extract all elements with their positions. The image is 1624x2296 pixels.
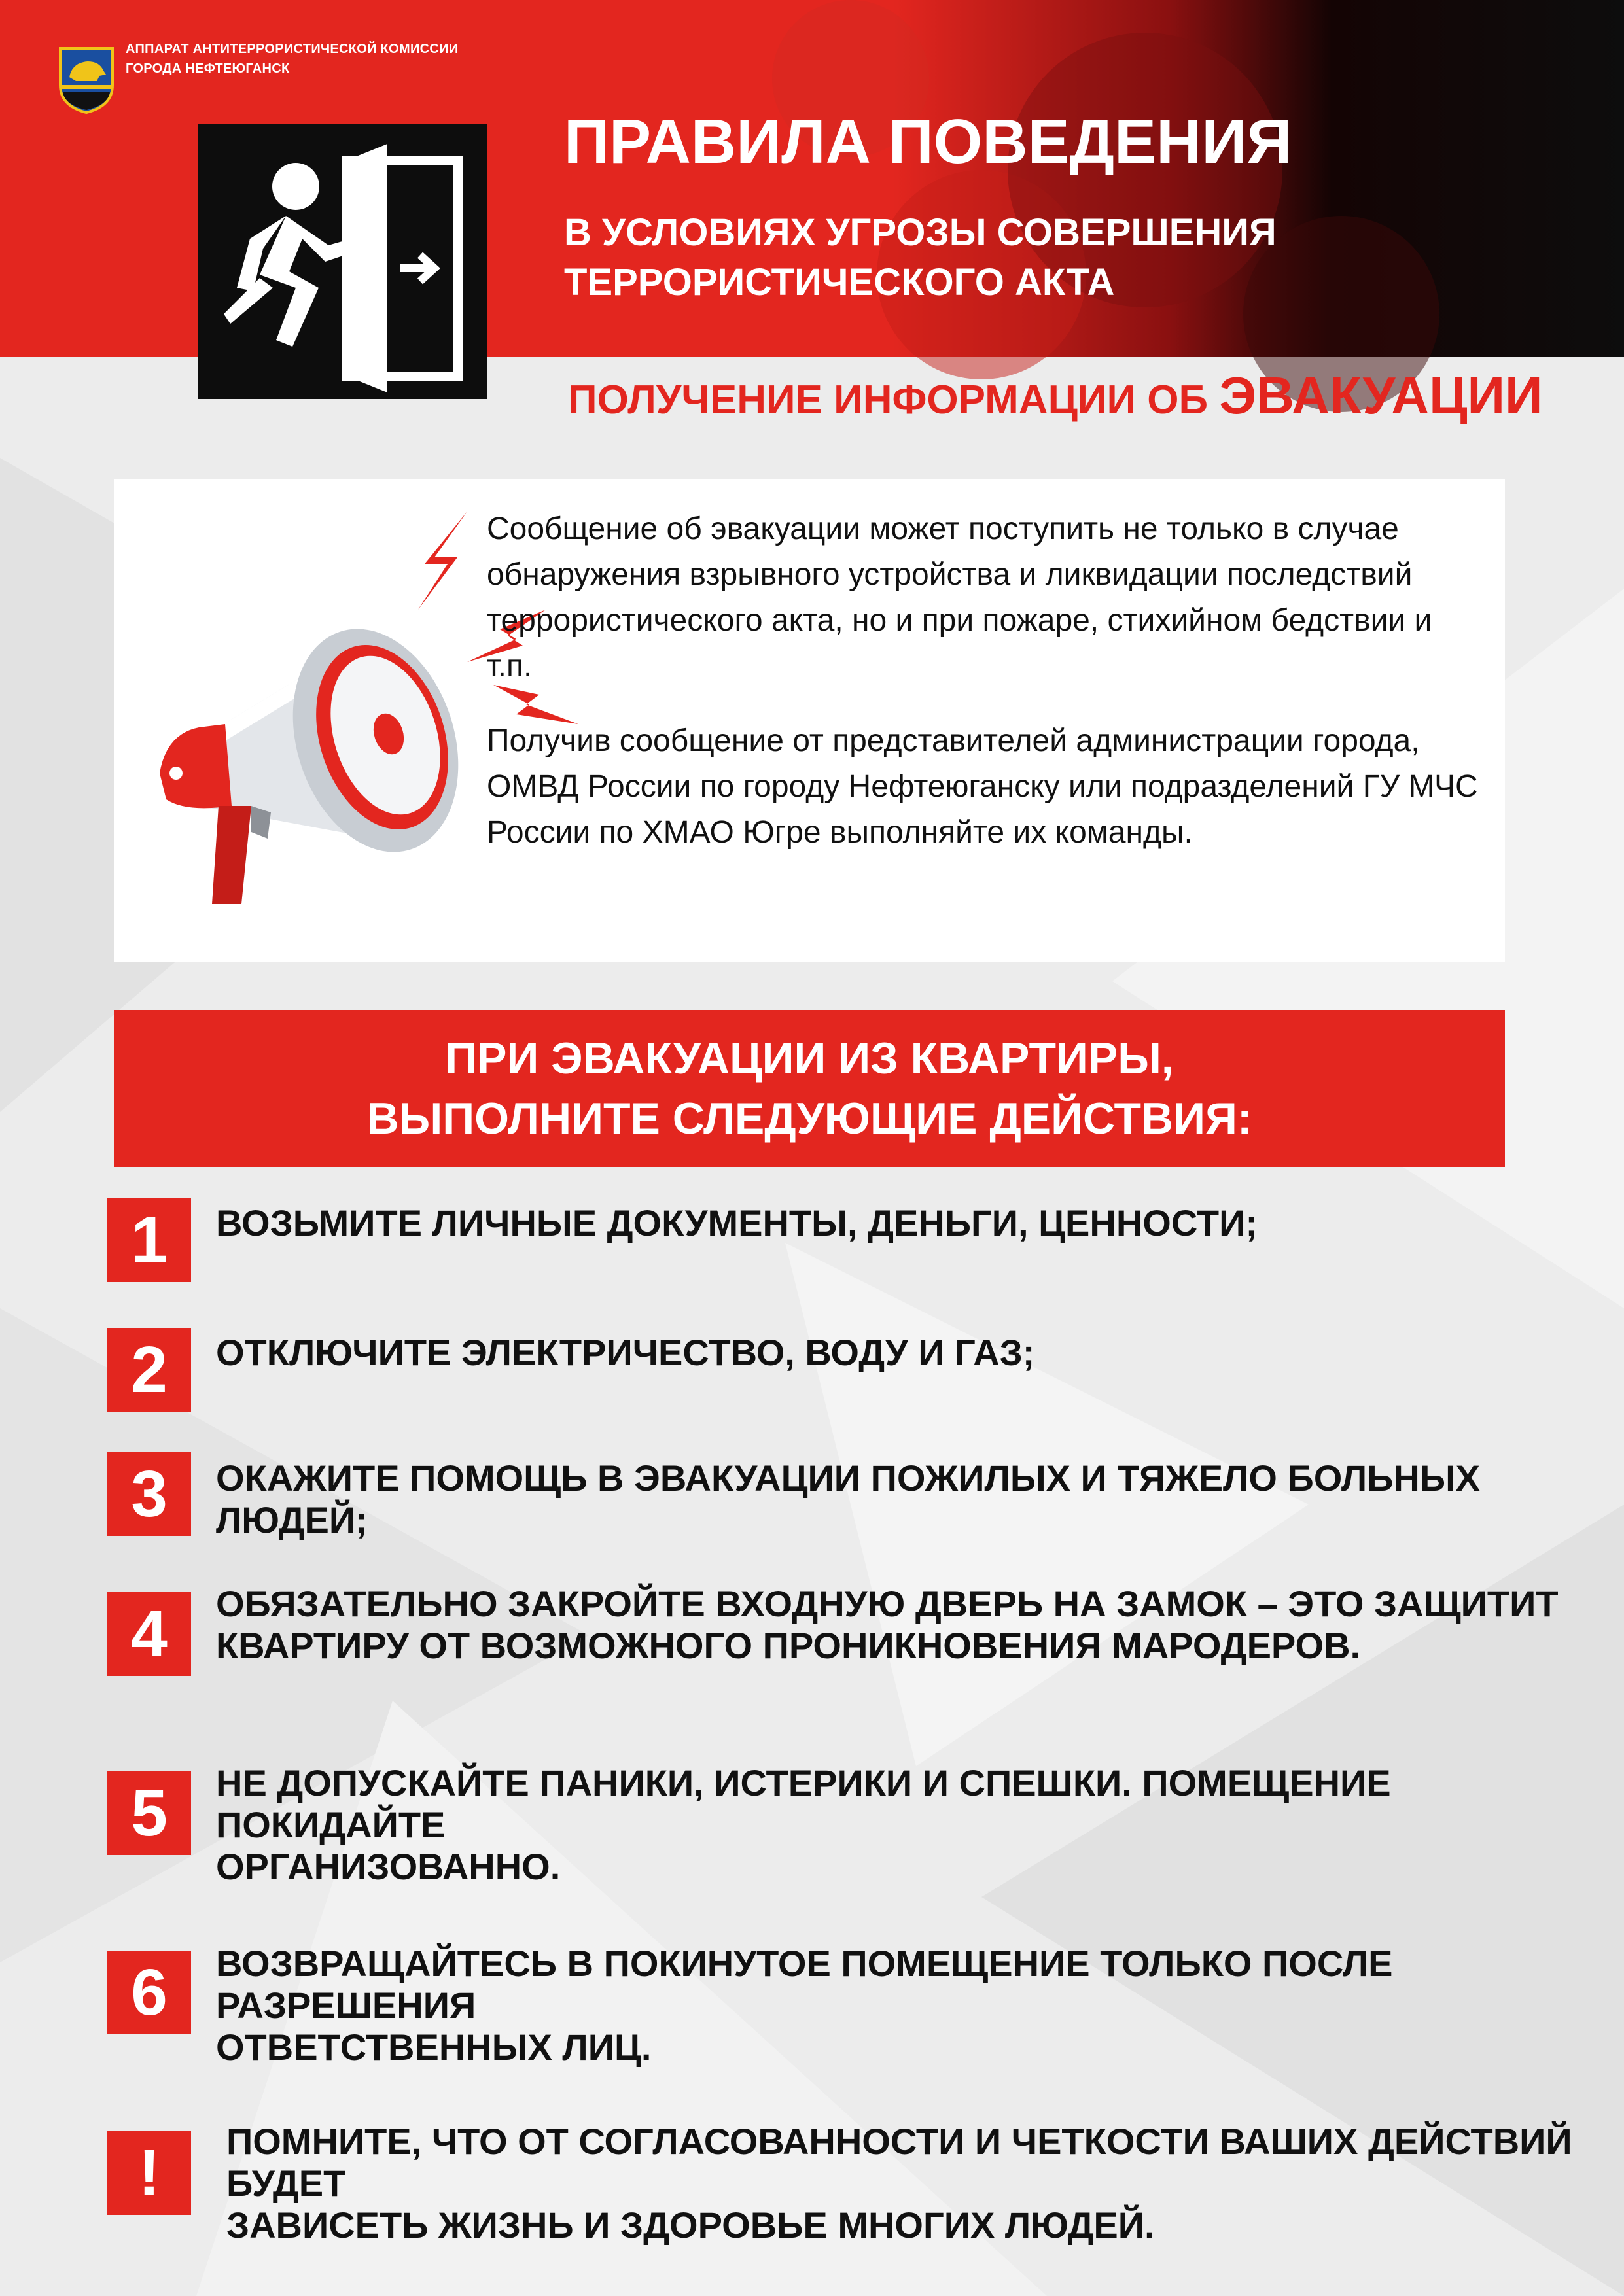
intro-card [114,479,1505,962]
step-5-number-badge: 5 [107,1771,191,1855]
step-3-text: ОКАЖИТЕ ПОМОЩЬ В ЭВАКУАЦИИ ПОЖИЛЫХ И ТЯЖЕЛО БОЛЬНЫХ ЛЮДЕЙ; [216,1457,1481,1540]
step-2-number-badge: 2 [107,1328,191,1412]
subheading-prefix: ПОЛУЧЕНИЕ ИНФОРМАЦИИ ОБ [568,377,1209,423]
intro-paragraph-1: Сообщение об эвакуации может поступить не только в случае обнаружения взрывного устройства и ликвидации последствий террористического акта, но и при пожаре, стихийном бедствии и т.п. [487,512,1432,684]
subheading-highlight: ЭВАКУАЦИИ [1219,366,1543,425]
warning-text: ПОМНИТЕ, ЧТО ОТ СОГЛАСОВАННОСТИ И ЧЕТКОСТИ ВАШИХ ДЕЙСТВИЙ БУДЕТ ЗАВИСЕТЬ ЖИЗНЬ И ЗДОРОВЬЕ МНОГИХ ЛЮДЕЙ. [226,2121,1572,2246]
actions-banner-text: ПРИ ЭВАКУАЦИИ ИЗ КВАРТИРЫ, ВЫПОЛНИТЕ СЛЕДУЮЩИЕ ДЕЙСТВИЯ: [366,1034,1252,1143]
step-1-text: ВОЗЬМИТЕ ЛИЧНЫЕ ДОКУМЕНТЫ, ДЕНЬГИ, ЦЕННОСТИ; [216,1202,1258,1244]
section-subheading [568,366,1543,426]
step-6-text: ВОЗВРАЩАЙТЕСЬ В ПОКИНУТОЕ ПОМЕЩЕНИЕ ТОЛЬКО ПОСЛЕ РАЗРЕШЕНИЯ ОТВЕТСТВЕННЫХ ЛИЦ. [216,1943,1393,2068]
poster-subtitle [564,208,1277,307]
step-2-text: ОТКЛЮЧИТЕ ЭЛЕКТРИЧЕСТВО, ВОДУ И ГАЗ; [216,1332,1035,1373]
actions-banner [114,1010,1505,1167]
step-4-number-badge: 4 [107,1592,191,1676]
step-5-text: НЕ ДОПУСКАЙТЕ ПАНИКИ, ИСТЕРИКИ И СПЕШКИ. ПОМЕЩЕНИЕ ПОКИДАЙТЕ ОРГАНИЗОВАННО. [216,1762,1391,1887]
subtitle-line-2: ТЕРРОРИСТИЧЕСКОГО АКТА [564,261,1115,304]
step-1-number-badge: 1 [107,1198,191,1282]
intro-text [487,506,1481,884]
step-4-text: ОБЯЗАТЕЛЬНО ЗАКРОЙТЕ ВХОДНУЮ ДВЕРЬ НА ЗАМОК – ЭТО ЗАЩИТИТ КВАРТИРУ ОТ ВОЗМОЖНОГО ПРОНИКНОВЕНИЯ МАРОДЕРОВ. [216,1583,1559,1666]
warning-exclamation-badge: ! [107,2131,191,2215]
step-6-number-badge: 6 [107,1951,191,2034]
organization-name: АППАРАТ АНТИТЕРРОРИСТИЧЕСКОЙ КОМИССИИ ГОРОДА НЕФТЕЮГАНСК [126,42,459,76]
emergency-exit-running-man-icon [198,124,487,399]
subtitle-line-1: В УСЛОВИЯХ УГРОЗЫ СОВЕРШЕНИЯ [564,211,1277,254]
intro-paragraph-2: Получив сообщение от представителей администрации города, ОМВД России по городу Нефтеюганску или подразделений ГУ МЧС России по ХМАО Югре выполняйте их команды. [487,723,1478,850]
city-coat-of-arms-icon [58,46,115,114]
step-3-number-badge: 3 [107,1452,191,1536]
poster-title: ПРАВИЛА ПОВЕДЕНИЯ [564,107,1292,177]
